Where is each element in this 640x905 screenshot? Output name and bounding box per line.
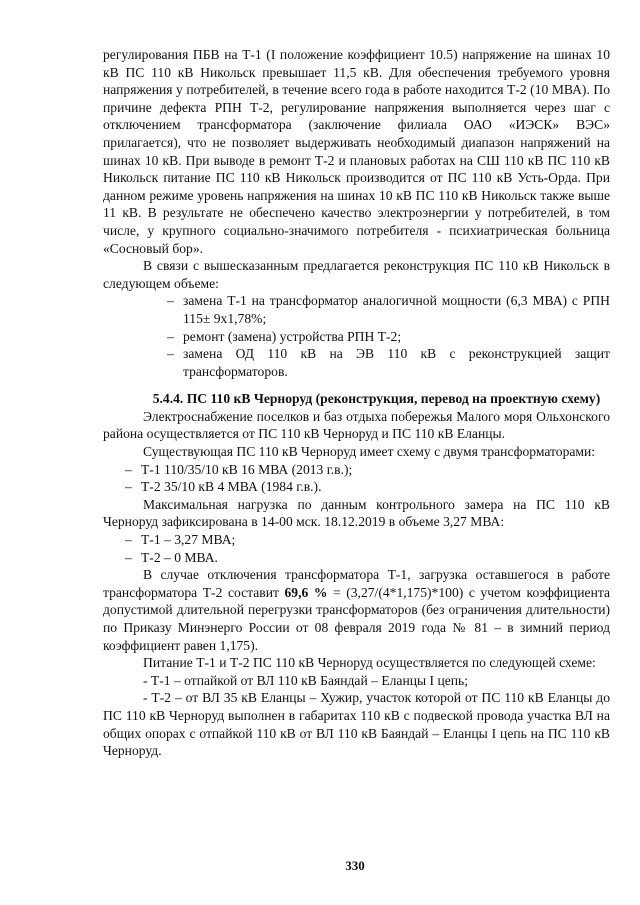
- paragraph-reconstruction-proposal: В связи с вышесказанным предлагается реконструкция ПС 110 кВ Никольск в следующем объеме:: [103, 258, 610, 291]
- section-heading: 5.4.4. ПС 110 кВ Черноруд (реконструкция, перевод на проектную схему): [152, 391, 601, 407]
- paragraph-power-supply: Электроснабжение поселков и баз отдыха побережья Малого моря Ольхонского района осуществляется от ПС 110 кВ Черноруд и ПС 110 кВ Еланцы.: [103, 408, 610, 442]
- bold-value: 69,6 %: [284, 584, 328, 600]
- page-content: [103, 46, 610, 760]
- list-loads: [103, 531, 610, 566]
- paragraph-supply-scheme: Питание Т-1 и Т-2 ПС 110 кВ Черноруд осуществляется по следующей схеме:: [143, 655, 596, 671]
- list-transformers: [103, 461, 610, 496]
- paragraph-t1-supply: - Т-1 – отпайкой от ВЛ 110 кВ Баяндай – Еланцы I цепь;: [143, 672, 469, 688]
- paragraph-existing-scheme: Существующая ПС 110 кВ Черноруд имеет схему с двумя трансформаторами:: [143, 444, 596, 460]
- text-span: В случае отключения трансформатора Т-1, загрузка оставшегося в работе трансформатора Т-2 составит: [103, 567, 610, 600]
- list-item: – Т-2 – 0 МВА.: [125, 549, 610, 567]
- list-item: – Т-1 110/35/10 кВ 16 МВА (2013 г.в.);: [125, 461, 610, 479]
- paragraph-max-load: Максимальная нагрузка по данным контрольного замера на ПС 110 кВ Черноруд зафиксирована в 14-00 мск. 18.12.2019 в объеме 3,27 МВА:: [103, 496, 610, 530]
- list-item: – Т-1 – 3,27 МВА;: [125, 531, 610, 549]
- list-item: – Т-2 35/10 кВ 4 МВА (1984 г.в.).: [125, 478, 610, 496]
- paragraph-nikolsk-voltage: регулирования ПБВ на Т-1 (I положение коэффициент 10.5) напряжение на шинах 10 кВ ПС 110 кВ Никольск превышает 11,5 кВ. Для обеспечения требуемого уровня напряжения у потребителей, в течение всего года в работе находится Т-2 (10 МВА). По причине дефекта РПН Т-2, регулирование напряжения выполняется через шаг с отключением трансформатора (заключение филиала ОАО «ИЭСК» ВЭС» прилагается), что не позволяет выдерживать необходимый диапазон напряжений на шинах 10 кВ. При выводе в ремонт Т-2 и плановых работах на СШ 110 кВ ПС 110 кВ Никольск питание ПС 110 кВ Никольск производится от ПС 110 кВ Усть-Орда. При данном режиме уровень напряжения на шинах 10 кВ ПС 110 кВ Никольск также выше 11 кВ. В результате не обеспечено качество электроэнергии у потребителей, в том числе, у крупного социально-значимого потребителя - психиатрическая больница «Сосновый бор».: [103, 47, 610, 256]
- list-item: – ремонт (замена) устройства РПН Т-2;: [167, 328, 610, 346]
- list-reconstruction-scope: [103, 292, 610, 380]
- page-number: 330: [345, 858, 365, 873]
- paragraph-overload-calc: [103, 566, 610, 654]
- text-span: = (3,27/(4*1,175)*100) с учетом коэффициента допустимой длительной перегрузки трансформаторов (без ограничения длительности) по Приказу Минэнерго России от 08 февраля 2019 года № 81 – в зимний период коэффициент равен 1,175).: [103, 584, 610, 653]
- list-item: – замена Т-1 на трансформатор аналогичной мощности (6,3 МВА) с РПН 115± 9х1,78%;: [167, 292, 610, 327]
- list-item: – замена ОД 110 кВ на ЭВ 110 кВ с реконструкцией защит трансформаторов.: [167, 345, 610, 380]
- paragraph-t2-supply: - Т-2 – от ВЛ 35 кВ Еланцы – Хужир, участок которой от ПС 110 кВ Еланцы до ПС 110 кВ Черноруд выполнен в габаритах 110 кВ с подвеской провода участка ВЛ на общих опорах с отпайкой 110 кВ от ВЛ 110 кВ Баяндай – Еланцы I цепь на ПС 110 кВ Черноруд.: [103, 690, 610, 759]
